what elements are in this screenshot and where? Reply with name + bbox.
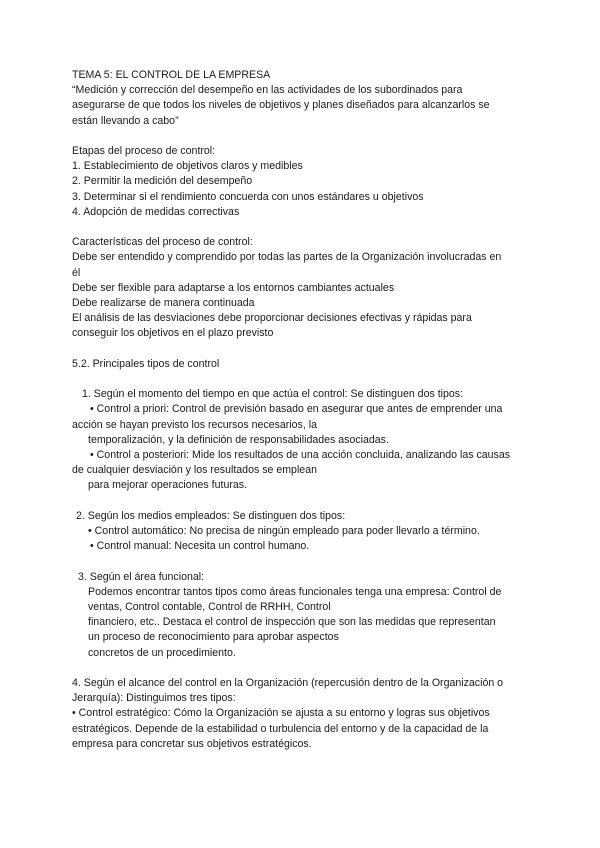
spacer [72, 494, 532, 509]
section-heading: 5.2. Principales tipos de control [72, 357, 220, 370]
type1-b-line: para mejorar operaciones futuras. [88, 479, 247, 492]
type3-line: financiero, etc.. Destaca el control de inspección que son las medidas que representan [88, 616, 496, 629]
feature-line: Debe ser flexible para adaptarse a los entornos cambiantes actuales [72, 281, 395, 294]
stage-item: 1. Establecimiento de objetivos claros y medibles [72, 160, 303, 173]
quote-line: “Medición y corrección del desempeño en las actividades de los subordinados para [72, 84, 463, 97]
stages-heading: Etapas del proceso de control: [72, 145, 216, 157]
type2-heading: 2. Según los medios empleados: Se distinguen dos tipos: [76, 509, 346, 522]
type2-a-line: • Control automático: No precisa de ningún empleado para poder llevarlo a término. [88, 525, 480, 538]
type4-heading-line: 4. Según el alcance del control en la Organización (repercusión dentro de la Organización o [72, 677, 504, 690]
type4-strategic-line: • Control estratégico: Cómo la Organización se ajusta a su entorno y logras sus objetivos [72, 707, 490, 720]
stage-item: 4. Adopción de medidas correctivas [72, 205, 240, 218]
document-body [72, 68, 532, 752]
features-heading: Características del proceso de control: [72, 236, 253, 249]
type1-b-line: • Control a posteriori: Mide los resultados de una acción concluida, analizando las causas [90, 449, 511, 462]
type4-strategic-line: estratégicos. Depende de la estabilidad o turbulencia del entorno y de la capacidad de la [72, 722, 489, 735]
type3-line: ventas, Control contable, Control de RRHH, Control [88, 601, 331, 614]
type1-b-line: de cualquier desviación y los resultados se emplean [72, 464, 317, 477]
quote-line: están llevando a cabo” [72, 114, 179, 127]
type1-heading: 1. Según el momento del tiempo en que actúa el control: Se distinguen dos tipos: [82, 388, 464, 401]
type3-line: un proceso de reconocimiento para aprobar aspectos [88, 631, 339, 644]
type1-a-line: • Control a priori: Control de previsión basado en asegurar que antes de emprender una [90, 403, 503, 416]
quote-line: asegurarse de que todos los niveles de objetivos y planes diseñados para alcanzarlos se [72, 99, 490, 112]
feature-line: él [72, 266, 81, 279]
spacer [72, 554, 532, 569]
type3-heading: 3. Según el área funcional: [78, 570, 205, 583]
doc-title: TEMA 5: EL CONTROL DE LA EMPRESA [72, 69, 271, 81]
type2-b-line: • Control manual: Necesita un control humano. [90, 540, 310, 553]
spacer [72, 661, 532, 676]
type4-strategic-line: empresa para concretar sus objetivos estratégicos. [72, 737, 312, 750]
stage-item: 2. Permitir la medición del desempeño [72, 175, 253, 188]
spacer [72, 342, 532, 357]
feature-line: El análisis de las desviaciones debe proporcionar decisiones efectivas y rápidas para [72, 312, 472, 325]
spacer [72, 220, 532, 235]
feature-line: conseguir los objetivos en el plazo previsto [72, 327, 274, 340]
type3-line: Podemos encontrar tantos tipos como áreas funcionales tenga una empresa: Control de [88, 585, 502, 598]
spacer [72, 129, 532, 144]
spacer [72, 372, 532, 387]
stage-item: 3. Determinar si el rendimiento concuerda con unos estándares u objetivos [72, 190, 424, 203]
type4-heading-line: Jerarquía): Distinguimos tres tipos: [72, 692, 236, 705]
type1-a-line: acción se hayan previsto los recursos necesarios, la [72, 418, 317, 431]
feature-line: Debe realizarse de manera continuada [72, 297, 255, 310]
type3-line: concretos de un procedimiento. [88, 646, 236, 659]
type1-a-line: temporalización, y la definición de responsabilidades asociadas. [88, 433, 389, 446]
feature-line: Debe ser entendido y comprendido por todas las partes de la Organización involucradas en [72, 251, 502, 264]
